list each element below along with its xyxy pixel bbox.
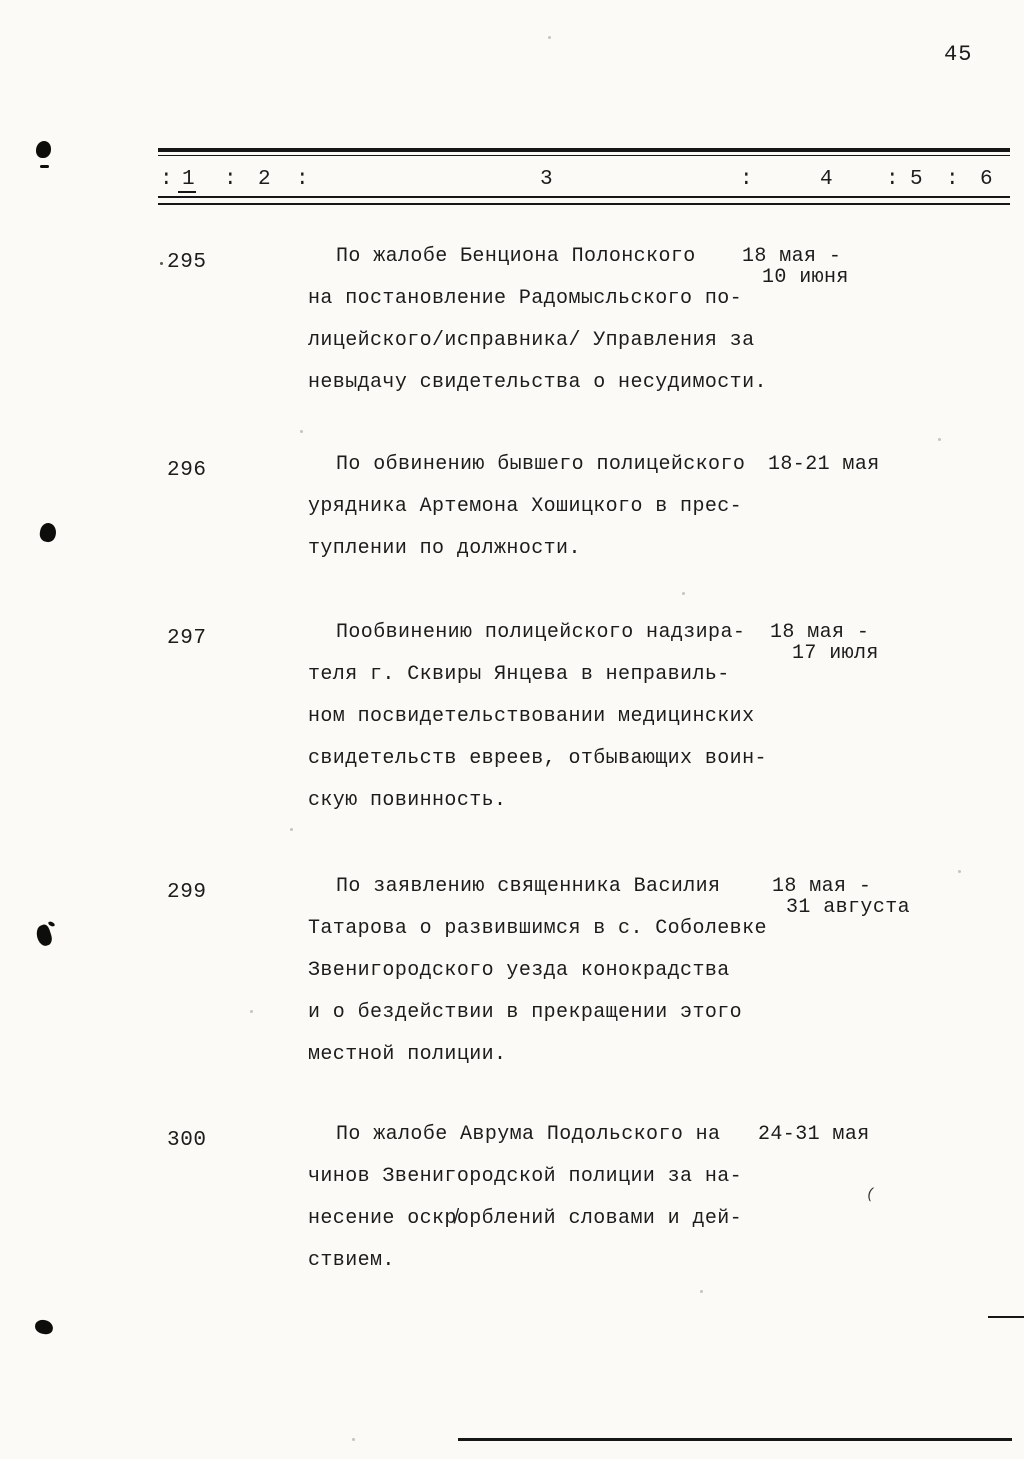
scan-speck: [958, 870, 961, 873]
right-margin-rule: [988, 1316, 1024, 1318]
entry-line: урядника Артемона Хошицкого в прес-: [308, 495, 743, 518]
entry-number: 297: [167, 627, 207, 650]
col-separator: :: [946, 168, 960, 191]
entry-line: невыдачу свидетельства о несудимости.: [308, 371, 767, 394]
entry-date-start: 18 мая -: [742, 245, 842, 268]
entry-line: и о бездействии в прекращении этого: [308, 1001, 743, 1024]
ink-blot-tail: [47, 921, 55, 928]
scan-speck: [938, 438, 941, 441]
entry-line: скую повинность.: [308, 789, 507, 812]
ink-blot: [34, 923, 54, 947]
entry-text: [308, 444, 828, 570]
entry-line: свидетельств евреев, отбывающих воин-: [308, 747, 767, 770]
entry-line: По заявлению священника Василия: [336, 875, 721, 898]
entry-text: [308, 866, 828, 1076]
col-4-label: 4: [820, 168, 834, 191]
scan-speck: [160, 262, 163, 265]
stray-pen-mark: (: [864, 1185, 877, 1204]
entry-line: Звенигородского уезда конокрадства: [308, 959, 730, 982]
entry-line: лицейского/исправника/ Управления за: [308, 329, 755, 352]
entry-number: 295: [167, 251, 207, 274]
col-6-label: 6: [980, 168, 994, 191]
col-separator: :: [296, 168, 310, 191]
entry-date-end: 10 июня: [762, 266, 849, 289]
entry-date-range: 18-21 мая: [768, 453, 880, 476]
scan-speck: [352, 1438, 355, 1441]
entry-line: По обвинению бывшего полицейского: [336, 453, 746, 476]
col-separator: :: [740, 168, 754, 191]
entry-number: 299: [167, 881, 207, 904]
entry-date-end: 17 июля: [792, 642, 879, 665]
ink-blot: [34, 1319, 54, 1335]
scan-speck: [548, 36, 551, 39]
header-rule-top-thin: [158, 155, 1010, 156]
entry-number: 296: [167, 459, 207, 482]
entry-line: туплении по должности.: [308, 537, 581, 560]
entry-line: По жалобе Бенциона Полонского: [336, 245, 696, 268]
col-separator: :: [224, 168, 238, 191]
entry-date-end: 31 августа: [786, 896, 911, 919]
page-number: 45: [944, 42, 973, 67]
col-5-label: 5: [910, 168, 924, 191]
entry-line: местной полиции.: [308, 1043, 507, 1066]
entry-text: [308, 1114, 828, 1282]
col-separator: :: [160, 168, 174, 191]
scan-speck: [290, 828, 293, 831]
scan-speck: [700, 1290, 703, 1293]
entry-line: несение оскр̸орблений словами и дей-: [308, 1207, 743, 1230]
entry-line: По жалобе Аврума Подольского на: [336, 1123, 721, 1146]
entry-date-range: 24-31 мая: [758, 1123, 870, 1146]
header-rule-bottom-2: [158, 203, 1010, 205]
entry-date-start: 18 мая -: [772, 875, 872, 898]
entry-line: Пообвинению полицейского надзира-: [336, 621, 746, 644]
entry-line: теля г. Сквиры Янцева в неправиль-: [308, 663, 730, 686]
header-rule-bottom-1: [158, 196, 1010, 198]
header-rule-top: [158, 148, 1010, 152]
scan-speck: [300, 430, 303, 433]
ink-blot: [38, 522, 57, 543]
col-2-label: 2: [258, 168, 272, 191]
entry-date-start: 18 мая -: [770, 621, 870, 644]
entry-text: [308, 612, 828, 822]
entry-line: чинов Звенигородской полиции за на-: [308, 1165, 743, 1188]
entry-line: ствием.: [308, 1249, 395, 1272]
col-separator: :: [886, 168, 900, 191]
scan-speck: [682, 592, 685, 595]
footer-rule: [458, 1438, 1012, 1441]
scan-speck: [250, 1010, 253, 1013]
ink-blot: [36, 141, 51, 158]
ink-blot-dash: [40, 165, 49, 168]
col-3-label: 3: [540, 168, 554, 191]
entry-number: 300: [167, 1129, 207, 1152]
entry-line: Татарова о развившимся в с. Соболевке: [308, 917, 767, 940]
entry-line: на постановление Радомысльского по-: [308, 287, 743, 310]
entry-line: ном посвидетельствовании медицинских: [308, 705, 755, 728]
col-1-label: 1: [182, 168, 196, 191]
